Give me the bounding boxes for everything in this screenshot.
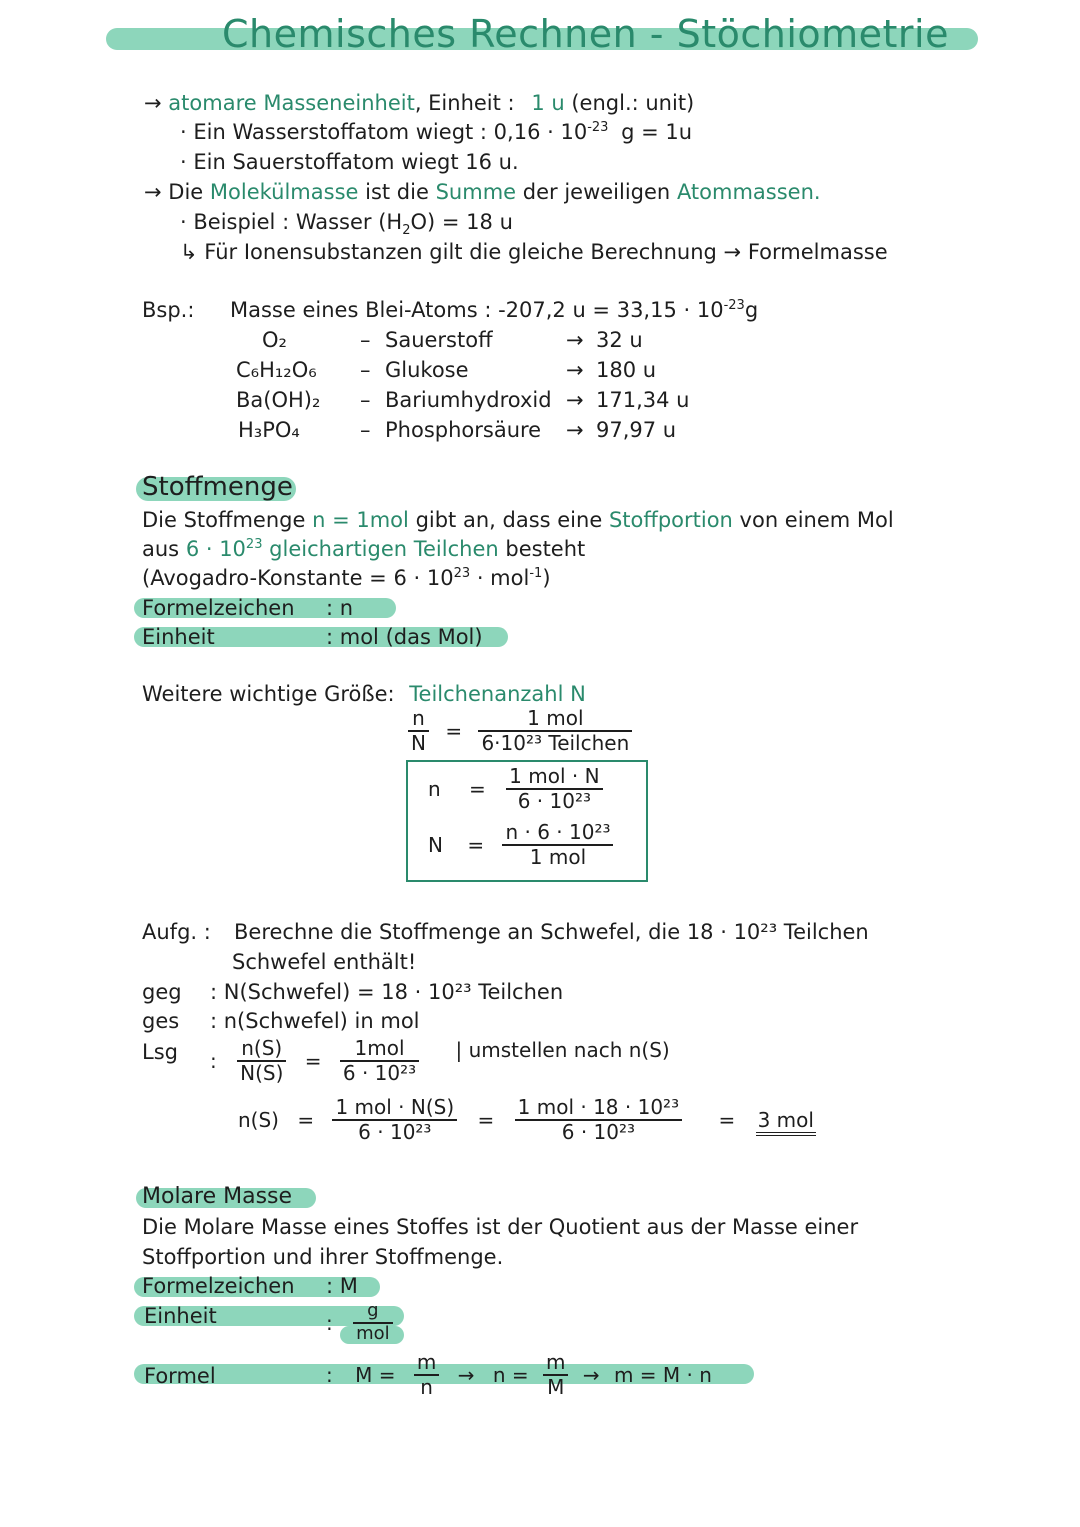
intro-line-1-text: , Einheit : [414, 91, 515, 115]
equals: = [469, 777, 486, 801]
example-formula: H₃PO₄ [238, 418, 300, 442]
numerator: 1 mol [478, 708, 632, 732]
avogadro-exp: 23 [245, 537, 263, 552]
bullet-icon: · [180, 120, 187, 144]
task-text-2: Schwefel enthält! [232, 950, 417, 974]
term-n-1mol: n = 1mol [312, 508, 409, 532]
oxygen-text: Ein Sauerstoffatom wiegt 16 u. [193, 150, 519, 174]
denominator: 6·10²³ Teilchen [481, 731, 630, 755]
dash-icon: – [360, 418, 371, 442]
formula-M-lhs: M = [355, 1363, 396, 1387]
denominator: 6 · 10²³ [358, 1120, 432, 1144]
denominator: N [411, 731, 426, 755]
dash-icon: – [360, 388, 371, 412]
hydrogen-tail: g = 1u [621, 120, 693, 144]
numerator: g [353, 1302, 393, 1324]
hydrogen-exp: -23 [587, 120, 609, 135]
numerator: 1 mol · N [506, 766, 602, 790]
result: 3 mol [756, 1108, 816, 1136]
term-molecular-mass: Molekülmasse [209, 180, 359, 204]
molar-text-1: Die Molare Masse eines Stoffes ist der Quotient aus der Masse einer [142, 1215, 859, 1239]
molar-symbol-label: Formelzeichen [142, 1274, 295, 1298]
numerator: n(S) [237, 1038, 286, 1062]
example-formula: C₆H₁₂O₆ [236, 358, 317, 382]
fraction-mol-over-particles [478, 708, 632, 754]
equals: = [304, 1049, 322, 1073]
intro-bullet-hydrogen [180, 120, 692, 144]
equals: = [718, 1108, 736, 1132]
particles-lead [142, 682, 586, 706]
lhs: n(S) [238, 1108, 279, 1132]
molar-heading: Molare Masse [142, 1184, 293, 1209]
lhs: N [428, 833, 443, 857]
fraction-n-over-N [408, 708, 429, 754]
example-mass: 180 u [596, 358, 657, 382]
term-avogadro-number [186, 537, 263, 561]
numerator: m [414, 1352, 439, 1376]
equals: = [467, 833, 485, 857]
text: aus [142, 537, 180, 561]
task-label: Aufg. : [142, 920, 211, 944]
stoffmenge-heading: Stoffmenge [142, 472, 293, 502]
example-formula: O₂ [262, 328, 287, 352]
term-particles: gleichartigen Teilchen [269, 537, 499, 561]
text: Die [168, 180, 204, 204]
text: der jeweiligen [522, 180, 671, 204]
equals: = [477, 1108, 495, 1132]
formula-N [428, 822, 613, 868]
exp: 23 [453, 566, 471, 581]
numerator: 1 mol · N(S) [332, 1097, 457, 1121]
formula-m: m = M · n [613, 1363, 712, 1387]
denominator: n [420, 1375, 433, 1399]
fraction [237, 1038, 286, 1084]
intro-bullet-ionic [180, 240, 888, 264]
term-particle-count: Teilchenanzahl N [409, 682, 586, 706]
numerator: 1 mol · 18 · 10²³ [515, 1097, 682, 1121]
arrow-right-icon: → [566, 388, 584, 412]
text: ) [542, 566, 551, 590]
example-name: Bariumhydroxid [385, 388, 552, 412]
symbol-value: : n [326, 596, 354, 620]
geg-label: geg [142, 980, 182, 1004]
text: von einem Mol [739, 508, 894, 532]
hydrogen-text: Ein Wasserstoffatom wiegt : 0,16 · 10 [193, 120, 588, 144]
lead-text: Masse eines Blei-Atoms : -207,2 u = 33,15 · 10 [230, 298, 724, 322]
example-mass: 97,97 u [596, 418, 677, 442]
bullet-icon: · [180, 210, 187, 234]
ges-label: ges [142, 1009, 180, 1033]
denominator: M [547, 1375, 565, 1399]
arrow-right-icon: → [566, 358, 584, 382]
lead-exp: -23 [723, 298, 745, 313]
molar-unit-label: Einheit [144, 1304, 217, 1328]
lead-tail: g [744, 298, 759, 322]
arrow-right-icon: → [144, 91, 162, 115]
arrow-right-icon: → [582, 1363, 600, 1387]
arrow-right-icon: → [723, 240, 742, 264]
fraction [340, 1038, 419, 1084]
example-mass: 171,34 u [596, 388, 690, 412]
numerator: m [543, 1352, 568, 1376]
intro-bullet-oxygen [180, 150, 519, 174]
lead-text: Weitere wichtige Größe: [142, 682, 395, 706]
stoffmenge-line-2 [142, 537, 585, 561]
fraction-m-over-M [543, 1352, 568, 1398]
examples-label: Bsp.: [142, 298, 195, 322]
equals: = [445, 719, 463, 743]
symbol-label: Formelzeichen [142, 596, 295, 620]
example-name: Phosphorsäure [385, 418, 542, 442]
text: · mol [476, 566, 530, 590]
formula-n [428, 766, 603, 812]
examples-lead [230, 298, 758, 322]
text: (Avogadro-Konstante = 6 · 10 [142, 566, 454, 590]
unit-note: (engl.: unit) [571, 91, 695, 115]
ionic-target: Formelmasse [747, 240, 888, 264]
fraction [515, 1097, 682, 1143]
denominator: N(S) [240, 1061, 284, 1085]
arrow-right-icon: → [566, 328, 584, 352]
example-formula: Ba(OH)₂ [236, 388, 321, 412]
unit-value: : mol (das Mol) [326, 625, 483, 649]
denominator: 6 · 10²³ [517, 789, 591, 813]
water-text: Beispiel : Wasser (H [193, 210, 403, 234]
denominator: 1 mol [529, 845, 587, 869]
molar-symbol-value: : M [326, 1274, 358, 1298]
arrow-right-icon: → [144, 180, 162, 204]
lsg-label: Lsg [142, 1040, 178, 1064]
denominator: 6 · 10²³ [561, 1120, 636, 1144]
unit-u: 1 u [531, 91, 565, 115]
text: ist die [365, 180, 429, 204]
molar-text-2: Stoffportion und ihrer Stoffmenge. [142, 1245, 504, 1269]
solution-step-1 [210, 1038, 670, 1084]
exp: -1 [529, 566, 543, 581]
text: besteht [505, 537, 586, 561]
stoffmenge-line-1 [142, 508, 894, 532]
molar-unit-value [326, 1302, 393, 1344]
water-sub: 2 [402, 223, 411, 239]
term-sum: Summe [435, 180, 517, 204]
fraction [332, 1097, 457, 1143]
numerator: n [408, 708, 429, 732]
dash-icon: – [360, 328, 371, 352]
text: Die Stoffmenge [142, 508, 306, 532]
text: gibt an, dass eine [415, 508, 603, 532]
example-name: Sauerstoff [385, 328, 493, 352]
colon: : [326, 1310, 333, 1335]
water-tail: O) = 18 u [410, 210, 513, 234]
page-title: Chemisches Rechnen - Stöchiometrie [222, 12, 949, 56]
geg-value: : N(Schwefel) = 18 · 10²³ Teilchen [210, 980, 564, 1004]
equals: = [297, 1108, 315, 1132]
arrow-right-icon: → [566, 418, 584, 442]
intro-bullet-water [180, 210, 513, 238]
molar-formula-label: Formel [144, 1364, 216, 1388]
intro-line-2 [144, 180, 821, 204]
particles-ratio [408, 708, 632, 754]
ges-value: : n(Schwefel) in mol [210, 1009, 420, 1033]
term-atomic-masses: Atommassen. [676, 180, 821, 204]
arrow-right-icon: → [457, 1363, 475, 1387]
colon: : [326, 1363, 333, 1387]
solution-step-2 [238, 1097, 816, 1143]
denominator: mol [356, 1322, 390, 1344]
example-mass: 32 u [596, 328, 643, 352]
numerator: n · 6 · 10²³ [502, 822, 613, 846]
term-stoffportion: Stoffportion [608, 508, 733, 532]
intro-line-1 [144, 91, 694, 115]
denominator: 6 · 10²³ [342, 1061, 417, 1085]
formula-n-lhs: n = [492, 1363, 529, 1387]
term-atomic-mass-unit: atomare Masseneinheit [168, 91, 415, 115]
fraction [506, 766, 602, 812]
fraction-g-per-mol [353, 1302, 393, 1344]
lhs: n [428, 777, 441, 801]
dash-icon: – [360, 358, 371, 382]
example-name: Glukose [385, 358, 469, 382]
unit-label: Einheit [142, 625, 215, 649]
numerator: 1mol [340, 1038, 419, 1062]
ionic-text: Für Ionensubstanzen gilt die gleiche Berechnung [204, 240, 717, 264]
hook-arrow-icon: ↳ [180, 240, 198, 264]
fraction-m-over-n [414, 1352, 439, 1398]
fraction [502, 822, 613, 868]
colon: : [210, 1049, 217, 1073]
avogadro-base: 6 · 10 [185, 537, 246, 561]
molar-formula [326, 1352, 712, 1398]
bullet-icon: · [180, 150, 187, 174]
stoffmenge-line-3 [142, 566, 551, 590]
task-text-1: Berechne die Stoffmenge an Schwefel, die 18 · 10²³ Teilchen [234, 920, 869, 944]
rearrange-note: | umstellen nach n(S) [455, 1038, 670, 1062]
